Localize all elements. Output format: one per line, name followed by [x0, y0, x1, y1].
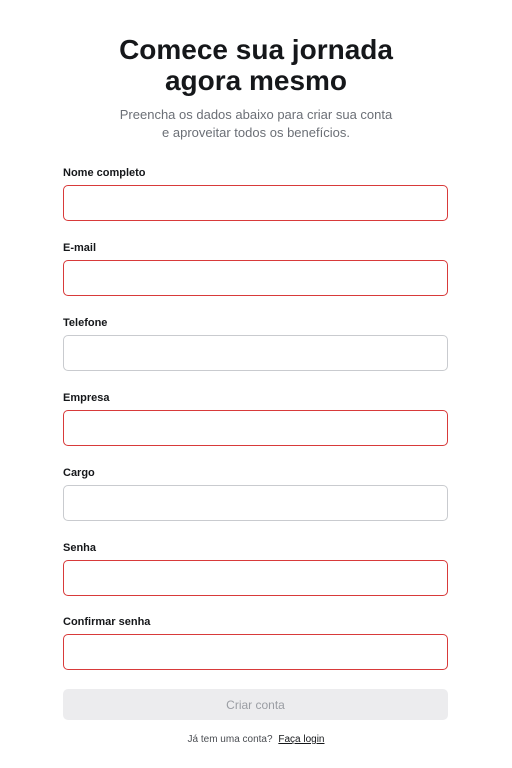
confirm-password-label: Confirmar senha [63, 616, 151, 628]
create-account-button[interactable]: Criar conta [63, 689, 448, 720]
phone-input[interactable] [63, 335, 448, 371]
password-label: Senha [63, 542, 97, 554]
job-title-label: Cargo [63, 467, 95, 479]
page-title [0, 34, 512, 96]
full-name-label: Nome completo [63, 167, 146, 179]
login-prompt-text: Já tem uma conta? [187, 734, 273, 745]
full-name-input[interactable] [63, 185, 448, 221]
job-title-input[interactable] [63, 485, 448, 521]
page-subtitle [0, 106, 512, 142]
login-link[interactable]: Faça login [278, 734, 325, 745]
confirm-password-input[interactable] [63, 634, 448, 670]
company-label: Empresa [63, 392, 110, 404]
email-label: E-mail [63, 242, 97, 254]
page-title-line-1: Comece sua jornada [119, 34, 393, 65]
email-input[interactable] [63, 260, 448, 296]
login-prompt [0, 733, 512, 747]
page-subtitle-line-2: e aproveitar todos os benefícios. [162, 125, 350, 140]
password-input[interactable] [63, 560, 448, 596]
page-subtitle-line-1: Preencha os dados abaixo para criar sua conta [119, 107, 393, 122]
company-input[interactable] [63, 410, 448, 446]
page-title-line-2: agora mesmo [164, 65, 348, 96]
phone-label: Telefone [63, 317, 108, 329]
